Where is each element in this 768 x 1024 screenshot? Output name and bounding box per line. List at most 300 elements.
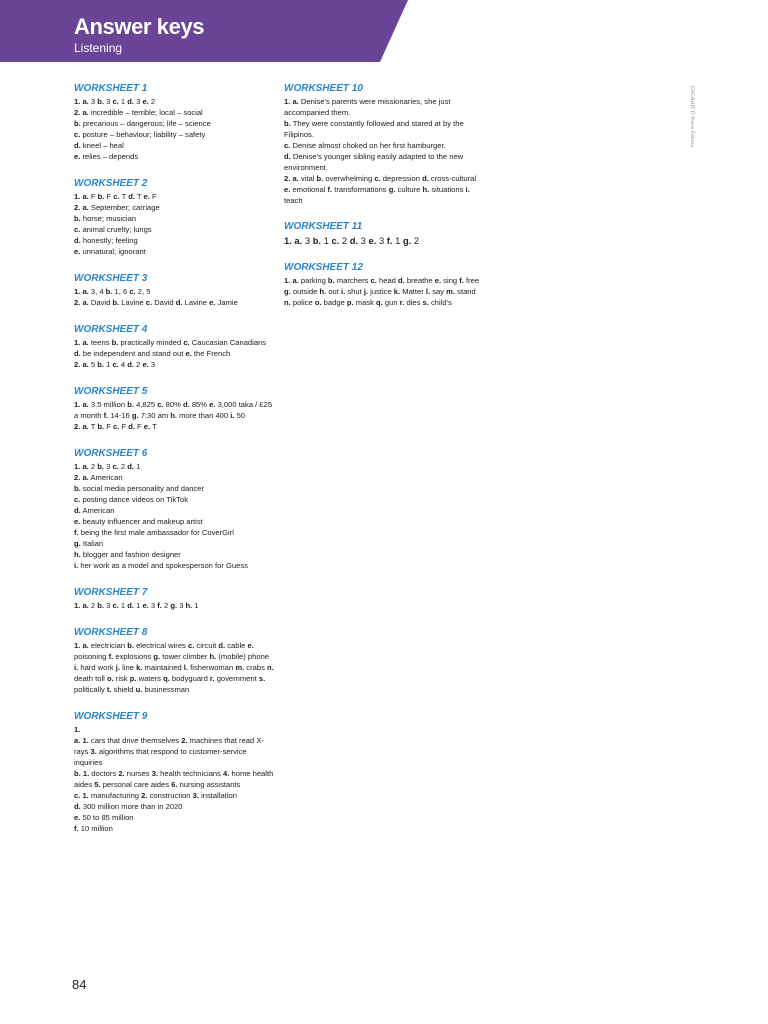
worksheet-section [74,272,274,308]
answer-text: line [120,663,137,672]
answer-label: d. [127,97,134,106]
answer-text: manufacturing [88,791,142,800]
answer-label: d. [422,174,429,183]
answer-label: e. [284,185,291,194]
answer-text: be independent and stand out [80,349,186,358]
answer-label: e. [74,813,81,822]
answer-text: tower climber [160,652,210,661]
answer-label: d. [127,601,134,610]
answer-text: 2 [339,235,350,246]
answer-text: F [88,192,98,201]
answer-text: F [104,422,113,431]
answer-label: 2. [141,791,148,800]
worksheet-title: WORKSHEET 10 [284,83,363,94]
answer-label: e. [143,422,151,431]
page-number: 84 [72,977,87,992]
answer-text: September; carriage [88,203,160,212]
answer-label: e. [247,641,254,650]
answer-line [74,129,274,140]
answer-text: police [290,298,315,307]
answer-label: f. [459,276,464,285]
answer-label: a. 1. [74,736,89,745]
answer-label: 1. a. [74,400,89,409]
worksheet-section [74,447,274,571]
worksheet-section [74,82,274,162]
answer-text: installation [198,791,237,800]
answer-label: r. [209,674,215,683]
answer-text: businessman [142,685,190,694]
answer-label: t. [106,685,112,694]
answer-text: 50 [234,411,246,420]
answer-text: 1 [321,235,332,246]
answer-line [74,494,274,505]
answer-line [74,600,274,611]
answer-line [74,505,274,516]
answer-text: horse; musician [80,214,137,223]
answer-line [74,151,274,162]
answer-text: hard work [78,663,116,672]
worksheet-title: WORKSHEET 2 [74,178,148,189]
answer-text: shield [111,685,136,694]
answer-label: c. [112,462,119,471]
answer-label: b. [74,214,81,223]
answer-text: 2 [133,360,143,369]
answer-label: h. [74,550,81,559]
answer-text: cross-cultural [428,174,477,183]
answer-label: 1. a. [74,97,89,106]
answer-line [74,724,274,735]
answer-label: 2. [118,769,125,778]
answer-line [74,823,274,834]
answer-label: g. [402,235,412,246]
answer-line [74,768,274,790]
answer-text: justice [368,287,394,296]
answer-text: outside [290,287,320,296]
answer-text: out [326,287,341,296]
answer-text: (mobile) phone [216,652,270,661]
answer-label: e. [74,517,81,526]
answer-label: 2. a. [74,203,89,212]
answer-text: explosions [113,652,154,661]
answer-label: f. [74,824,79,833]
answer-text: teach [284,196,303,205]
answer-label: c. [374,174,381,183]
answer-text: cars that drive themselves [88,736,182,745]
answer-text: government [214,674,259,683]
answer-line [74,640,274,695]
answer-text: 1 [118,601,128,610]
answer-line [74,461,274,472]
answer-text: 1 [118,97,128,106]
answer-text: say [430,287,447,296]
answer-label: c. 1. [74,791,89,800]
answer-label: l. [183,663,189,672]
answer-text: American [88,473,123,482]
answer-label: c. [183,338,190,347]
answer-label: l. [425,287,431,296]
answer-label: p. [129,674,137,683]
answer-label: d. [128,422,135,431]
answer-text: 85% [189,400,210,409]
answer-label: b. [112,298,120,307]
answer-text: 2 [88,601,98,610]
answer-line [74,527,274,538]
answer-label: d. [74,802,81,811]
answer-line [74,359,274,370]
answer-text: nursing assistants [177,780,241,789]
answer-text: T [134,192,144,201]
answer-text: T [119,192,129,201]
answer-text: 2 [148,97,156,106]
answer-line [74,286,274,297]
answer-line [74,191,274,202]
answer-label: 1. a. [284,97,299,106]
answer-text: Caucasian Canadians [189,338,267,347]
answer-label: e. [368,235,377,246]
answer-label: c. [331,235,340,246]
answer-label: c. [129,287,136,296]
answer-label: g. [284,287,291,296]
answer-label: i. [74,663,79,672]
answer-label: s. [422,298,429,307]
answer-text: machines that read X-rays [74,736,264,756]
answer-text: honestly; feeling [80,236,138,245]
answer-line [284,173,480,206]
answer-text: electrical wires [133,641,188,650]
answer-text: 3.5 million [88,400,128,409]
answer-column-right [284,82,480,308]
answer-label: g. [74,539,81,548]
answer-label: h. [422,185,430,194]
answer-line [74,96,274,107]
answer-text: marchers [334,276,371,285]
answer-text: her work as a model and spokesperson for Guess [78,561,248,570]
answer-text: social media personality and dancer [80,484,205,493]
answer-label: e. [209,298,216,307]
answer-label: u. [135,685,143,694]
answer-label: 1. [74,725,81,734]
answer-label: e. [142,360,149,369]
answer-label: 2. a. [74,360,89,369]
answer-line [74,790,274,801]
answer-label: q. [163,674,170,683]
answer-text: personal care aides [100,780,172,789]
answer-text: 3 [133,97,143,106]
answer-label: i. [74,561,79,570]
answer-label: d. [74,236,81,245]
answer-label: 3. [192,791,199,800]
answer-text: T [88,422,98,431]
answer-line [74,399,274,421]
answer-text: 4 [118,360,128,369]
answer-text: 7:30 am [138,411,171,420]
answer-label: h. [319,287,327,296]
answer-text: posture – behaviour; liability – safety [80,130,206,139]
answer-label: 1. a. [74,192,89,201]
answer-label: d. [182,400,190,409]
answer-label: f. [103,411,109,420]
page-title: Answer keys [74,14,205,39]
answer-label: b. [105,287,113,296]
answer-text: Italian [80,539,104,548]
answer-text: beauty influencer and makeup artist [80,517,203,526]
answer-label: i. [465,185,470,194]
answer-text: precarious – dangerous; life – science [80,119,211,128]
answer-label: k. [136,663,143,672]
answer-label: b. [97,601,104,610]
answer-text: gun [382,298,400,307]
answer-label: b. [127,641,134,650]
answer-text: nurses [124,769,152,778]
answer-text: 5 [88,360,98,369]
answer-label: s. [258,674,266,683]
answer-label: b. [316,174,324,183]
answer-label: e. [142,601,149,610]
answer-text: child's [428,298,452,307]
answer-label: d. [128,192,135,201]
answer-label: e. [142,97,149,106]
answer-text: American [80,506,115,515]
answer-text: overwhelming [323,174,375,183]
worksheet-section [74,177,274,257]
answer-label: 2. [181,736,188,745]
answer-label: d. [349,235,359,246]
answer-text: They were constantly followed and stared at by the Filipinos. [284,119,464,139]
answer-text: algorithms that respond to customer-service inquiries [74,747,247,767]
answer-label: c. [74,130,81,139]
answer-text: 1 [133,462,141,471]
worksheet-section [284,261,480,308]
answer-label: k. [393,287,401,296]
answer-label: c. [113,192,120,201]
answer-text: stand [455,287,476,296]
answer-label: i. [341,287,346,296]
answer-line [74,246,274,257]
answer-text: culture [395,185,423,194]
answer-line [284,118,480,140]
answer-label: c. [284,141,291,150]
answer-line [74,140,274,151]
answer-text: home health aides [74,769,274,789]
answer-label: b. 1. [74,769,90,778]
answer-text: blogger and fashion designer [80,550,181,559]
answer-text: breathe [404,276,435,285]
answer-text: doctors [89,769,119,778]
answer-label: g. [170,601,178,610]
answer-text: maintained [142,663,184,672]
answer-text: 50 to 85 million [80,813,134,822]
answer-column-left [74,82,274,834]
answer-label: d. [398,276,405,285]
answer-line [74,213,274,224]
answer-text: 3 [88,97,98,106]
answer-text: emotional [290,185,328,194]
answer-label: e. [143,192,150,201]
answer-text: 3 [177,601,186,610]
answer-label: d. [127,360,134,369]
worksheet-section [74,710,274,834]
answer-text: free [463,276,480,285]
answer-label: 2. a. [74,108,89,117]
worksheet-title: WORKSHEET 11 [284,221,363,232]
worksheet-title: WORKSHEET 12 [284,262,363,273]
answer-text: head [376,276,399,285]
answer-text: cable [225,641,248,650]
answer-text: 1 [133,601,143,610]
answer-label: e. [209,400,216,409]
answer-text: dies [404,298,423,307]
answer-text: parking [298,276,328,285]
answer-label: c. [112,97,119,106]
answer-label: 6. [171,780,178,789]
worksheet-section [74,385,274,432]
answer-line [74,472,274,483]
answer-label: e. [74,152,81,161]
answer-text: mask [353,298,377,307]
answer-text: teens [88,338,112,347]
answer-label: d. [218,641,226,650]
answer-text: F [104,192,114,201]
answer-text: 3 [148,601,158,610]
answer-text: death toll [74,674,107,683]
answer-label: f. [386,235,393,246]
answer-text: 1 [192,601,199,610]
answer-text: practically minded [118,338,184,347]
answer-line [284,96,480,118]
worksheet-section [74,323,274,370]
answer-text: Matter [400,287,426,296]
answer-label: b. [97,422,105,431]
answer-label: q. [376,298,383,307]
answer-text: F [149,192,157,201]
answer-label: d. [175,298,183,307]
answer-label: g. [131,411,139,420]
answer-text: Denise's parents were missionaries, she just accompanied them. [284,97,451,117]
answer-text: fisherwoman [188,663,236,672]
answer-text: more than 400 [177,411,231,420]
answer-label: j. [363,287,369,296]
answer-label: g. [153,652,161,661]
answer-line [284,234,480,247]
worksheet-title: WORKSHEET 8 [74,627,148,638]
answer-label: b. [127,400,134,409]
answer-text: 80% [163,400,183,409]
answer-label: o. [106,674,114,683]
answer-label: p. [346,298,354,307]
answer-label: c. [112,601,119,610]
answer-text: politically [74,685,107,694]
answer-label: 5. [94,780,101,789]
answer-label: b. [312,235,322,246]
answer-text: sing [441,276,460,285]
answer-label: o. [314,298,322,307]
answer-text: 3 [358,235,369,246]
answer-line [74,297,274,308]
answer-label: c. [370,276,377,285]
answer-text: 3 [103,462,113,471]
answer-line [284,151,480,173]
answer-text: 4,825 [133,400,158,409]
answer-text: shut [345,287,364,296]
answer-label: 2. a. [74,473,89,482]
answer-text: 1, 6 [112,287,130,296]
worksheet-section [284,220,480,247]
answer-text: depression [380,174,423,183]
answer-label: 2. a. [284,174,299,183]
page-subtitle: Listening [74,41,123,55]
answer-text: 300 million more than in 2020 [80,802,183,811]
answer-text: crabs [244,663,267,672]
answer-label: 2. a. [74,298,89,307]
answer-label: d. [74,349,81,358]
answer-text: Lavine [182,298,210,307]
answer-label: f. [327,185,333,194]
answer-label: d. [127,462,134,471]
answer-label: 1. a. [284,276,299,285]
answer-text: waters [136,674,164,683]
answer-text: 1 [392,235,403,246]
answer-text: Jamie [215,298,238,307]
answer-label: n. [266,663,274,672]
answer-label: d. [74,506,81,515]
worksheet-title: WORKSHEET 5 [74,386,148,397]
answer-text: T [150,422,157,431]
answer-line [74,421,274,432]
answer-line [74,549,274,560]
answer-text: Lavine [119,298,146,307]
answer-label: c. [74,495,81,504]
answer-label: h. [170,411,178,420]
answer-line [74,735,274,768]
answer-label: b. [111,338,119,347]
answer-label: c. [112,422,120,431]
answer-text: 14-16 [108,411,132,420]
answer-label: d. [74,141,81,150]
answer-label: n. [284,298,291,307]
answer-label: 1. a. [74,601,89,610]
answer-text: 10 million [78,824,113,833]
worksheet-section [74,626,274,695]
answer-text: animal cruelty; lungs [80,225,152,234]
answer-text: 2 [411,235,420,246]
answer-line [74,560,274,571]
answer-line [284,140,480,151]
answer-text: construction [147,791,193,800]
answer-text: David [152,298,176,307]
answer-label: b. [97,360,104,369]
answer-text: Denise almost choked on her first hamburger. [290,141,446,150]
answer-label: b. [74,484,81,493]
answer-label: 1. a. [74,462,89,471]
answer-label: f. [108,652,114,661]
answer-label: j. [115,663,121,672]
answer-text: being the first male ambassador for CoverGirl [78,528,234,537]
answer-text: 2 [88,462,98,471]
answer-text: 3 [376,235,387,246]
answer-text: poisoning [74,652,109,661]
answer-line [74,337,274,359]
answer-label: e. [434,276,442,285]
answer-label: 3. [151,769,159,778]
answer-text: 2 [161,601,171,610]
answer-label: 3. [90,747,97,756]
answer-line [74,801,274,812]
answer-text: kneel – heal [80,141,124,150]
answer-label: e. [74,247,81,256]
answer-text: bodyguard [169,674,210,683]
worksheet-title: WORKSHEET 6 [74,448,148,459]
worksheet-title: WORKSHEET 3 [74,273,148,284]
